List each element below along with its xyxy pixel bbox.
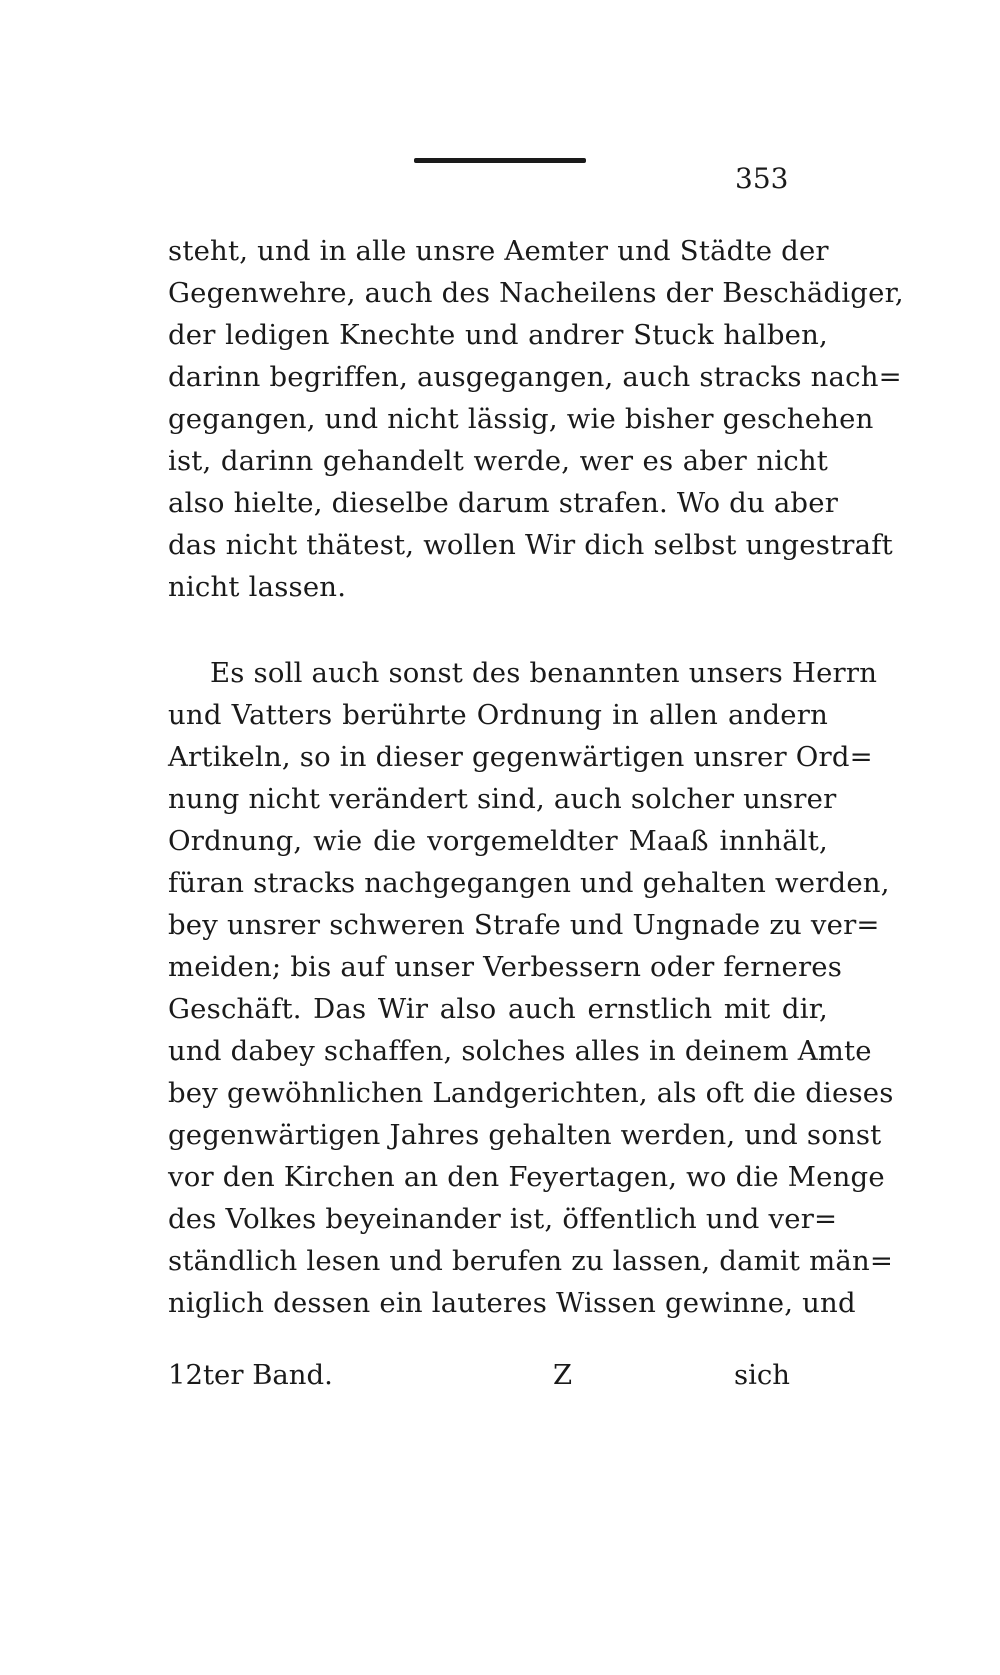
text-line: nung nicht verändert sind, auch solcher unsrer [168, 783, 837, 815]
text-line: Geschäft. Das Wir also auch ernstlich mit dir, [168, 993, 828, 1025]
text-line: und dabey schaffen, solches alles in deinem Amte [168, 1035, 872, 1067]
text-line: das nicht thätest, wollen Wir dich selbst ungestraft [168, 529, 893, 561]
text-line: vor den Kirchen an den Feyertagen, wo die Menge [168, 1161, 885, 1193]
text-line: steht, und in alle unsre Aemter und Städte der [168, 235, 829, 267]
text-line: füran stracks nachgegangen und gehalten werden, [168, 867, 890, 899]
text-line: der ledigen Knechte und andrer Stuck halben, [168, 319, 828, 351]
paragraph-2 [168, 652, 894, 1324]
text-line: Gegenwehre, auch des Nacheilens der Beschädiger, [168, 277, 904, 309]
text-line: gegenwärtigen Jahres gehalten werden, und sonst [168, 1119, 882, 1151]
text-line: des Volkes beyeinander ist, öffentlich und ver= [168, 1203, 838, 1235]
text-line: bey gewöhnlichen Landgerichten, als oft die dieses [168, 1077, 894, 1109]
text-line: nicht lassen. [168, 571, 347, 603]
text-line: und Vatters berührte Ordnung in allen andern [168, 699, 828, 731]
text-line: Artikeln, so in dieser gegenwärtigen unsrer Ord= [168, 741, 873, 773]
catchword: sich [733, 1359, 790, 1391]
text-line: meiden; bis auf unser Verbessern oder ferneres [168, 951, 843, 983]
text-line: gegangen, und nicht lässig, wie bisher geschehen [168, 403, 874, 435]
gathering-mark: Z [553, 1359, 573, 1391]
paragraph-1 [168, 230, 904, 608]
page-footer [168, 1354, 828, 1396]
text-line: ist, darinn gehandelt werde, wer es aber nicht [168, 445, 828, 477]
text-line: Es soll auch sonst des benannten unsers Herrn [210, 657, 878, 689]
text-line: bey unsrer schweren Strafe und Ungnade zu ver= [168, 909, 880, 941]
volume-signature: 12ter Band. [168, 1359, 333, 1391]
text-line: also hielte, dieselbe darum strafen. Wo du aber [168, 487, 839, 519]
page-number: 353 [735, 162, 789, 195]
text-line: darinn begriffen, ausgegangen, auch stracks nach= [168, 361, 902, 393]
text-line: niglich dessen ein lauteres Wissen gewinne, und [168, 1287, 856, 1319]
header-rule [414, 158, 586, 163]
text-line: ständlich lesen und berufen zu lassen, damit män= [168, 1245, 894, 1277]
text-line: Ordnung, wie die vorgemeldter Maaß innhält, [168, 825, 828, 857]
